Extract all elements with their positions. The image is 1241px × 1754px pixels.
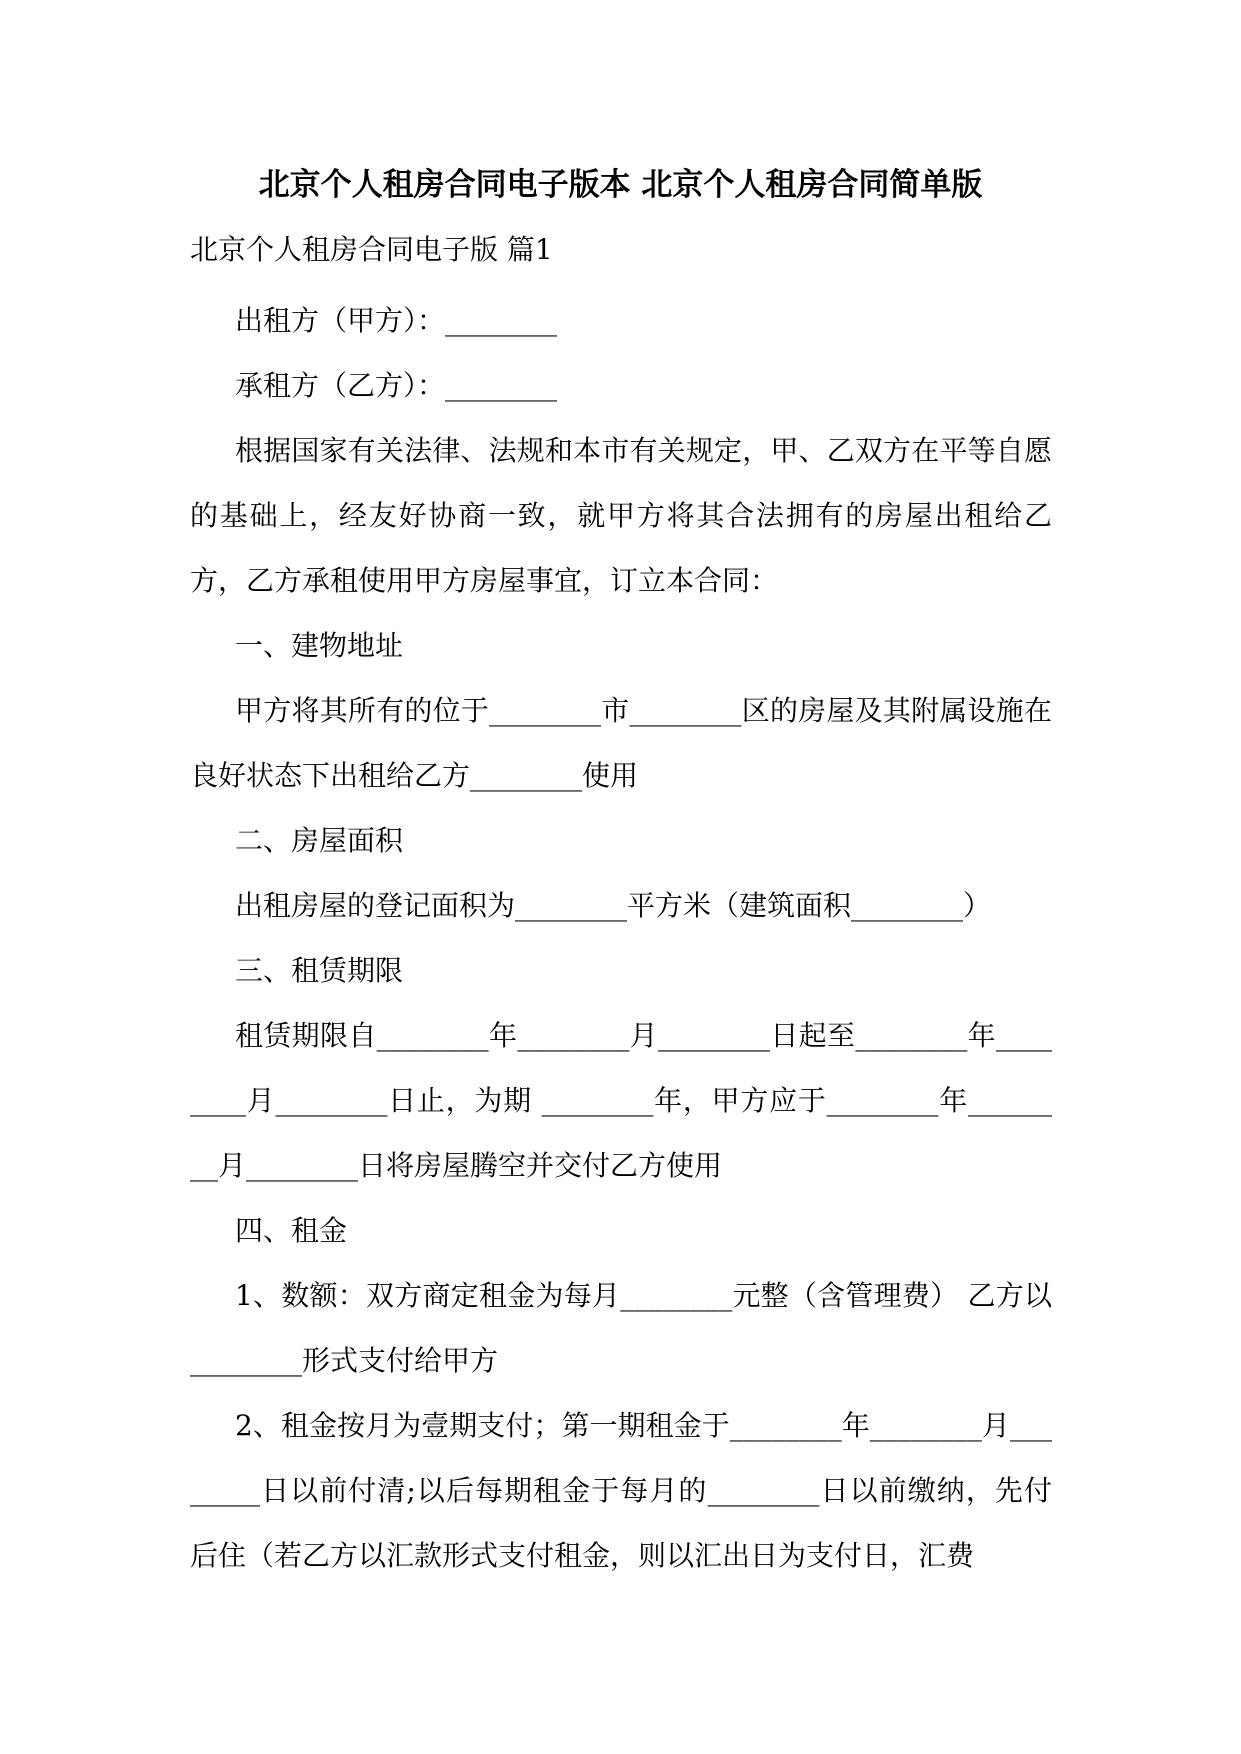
preamble-paragraph: 根据国家有关法律、法规和本市有关规定，甲、乙双方在平等自愿的基础上，经友好协商一致，就甲方将其合法拥有的房屋出租给乙方，乙方承租使用甲方房屋事宜，订立本合同：	[190, 434, 1052, 597]
section-heading-area: 二、房屋面积	[235, 824, 404, 857]
document-subtitle: 北京个人租房合同电子版 篇1	[190, 233, 553, 266]
term-paragraph: 租赁期限自________年________月________日起至________年________月________日止，为期 ________年，甲方应于________年________月________日将房屋腾空并交付乙方使用	[190, 1019, 1052, 1182]
area-paragraph: 出租房屋的登记面积为________平方米（建筑面积________）	[235, 889, 992, 922]
section-heading-address: 一、建物地址	[235, 629, 404, 662]
section-heading-rent: 四、租金	[235, 1214, 348, 1247]
lessee-line: 承租方（乙方）：________	[235, 369, 558, 402]
lessor-line: 出租方（甲方）：________	[235, 304, 558, 337]
rent-schedule-paragraph: 2、租金按月为壹期支付；第一期租金于________年________月________日以前付清;以后每期租金于每月的________日以前缴纳，先付后住（若乙方以汇款形式支付租金，则以汇出日为支付日，汇费	[190, 1409, 1052, 1572]
document-body	[190, 288, 1052, 1588]
document-title: 北京个人租房合同电子版本 北京个人租房合同简单版	[258, 167, 983, 203]
section-heading-term: 三、租赁期限	[235, 954, 404, 987]
address-paragraph: 甲方将其所有的位于________市________区的房屋及其附属设施在良好状态下出租给乙方________使用	[190, 694, 1052, 792]
rent-amount-paragraph: 1、数额：双方商定租金为每月________元整（含管理费） 乙方以________形式支付给甲方	[190, 1279, 1052, 1377]
